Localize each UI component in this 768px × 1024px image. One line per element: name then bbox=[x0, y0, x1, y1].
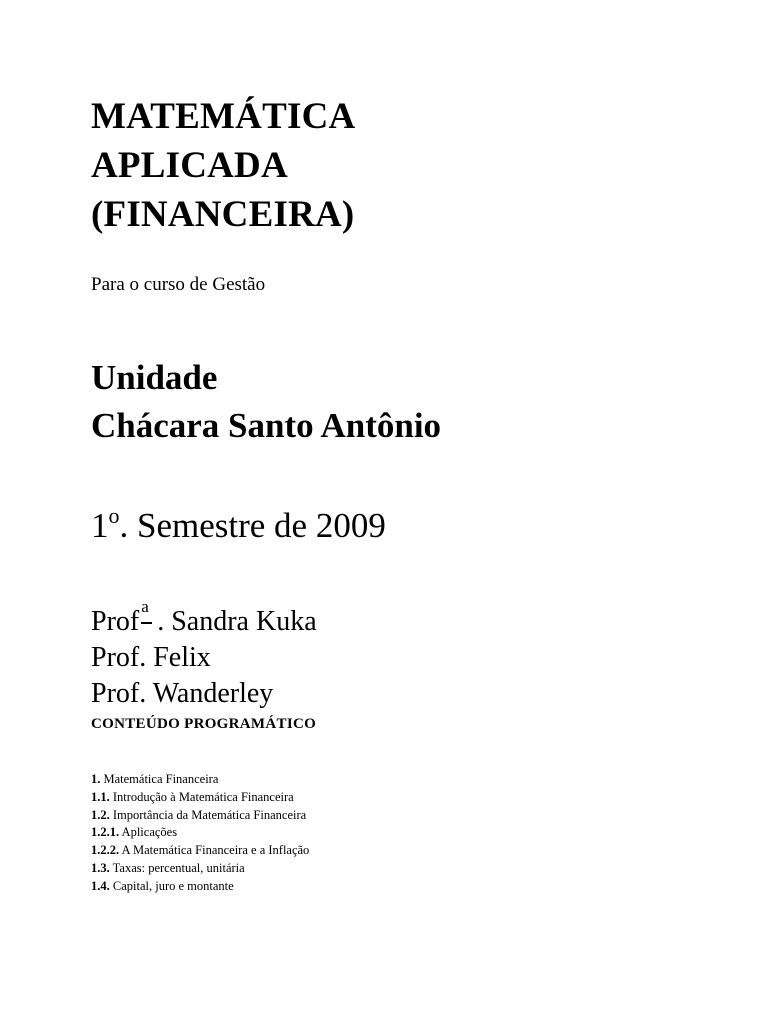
professor-item: Prof. Wanderley bbox=[91, 678, 274, 709]
syllabus-item bbox=[91, 789, 309, 807]
item-number: 1.2. bbox=[91, 807, 110, 822]
unit-name: Chácara Santo Antônio bbox=[91, 406, 442, 445]
syllabus-item bbox=[91, 860, 309, 878]
document-title bbox=[91, 92, 355, 239]
title-line: APLICADA bbox=[91, 145, 288, 186]
item-number: 1.1. bbox=[91, 789, 110, 804]
title-line: (FINANCEIRA) bbox=[91, 194, 355, 235]
item-text: Introdução à Matemática Financeira bbox=[109, 789, 294, 804]
item-number: 1.2.1. bbox=[91, 825, 120, 840]
ordinal-indicator bbox=[139, 597, 157, 630]
unit-heading bbox=[91, 354, 441, 450]
professors-list bbox=[91, 597, 317, 712]
unit-label: Unidade bbox=[91, 358, 218, 397]
item-text: Aplicações bbox=[119, 825, 178, 840]
title-line: MATEMÁTICA bbox=[91, 96, 356, 137]
item-number: 1. bbox=[91, 772, 101, 786]
course-subtitle: Para o curso de Gestão bbox=[91, 274, 266, 295]
item-number: 1.4. bbox=[91, 878, 110, 893]
item-text: Capital, juro e montante bbox=[109, 878, 234, 893]
syllabus-item bbox=[91, 771, 309, 789]
semester-ordinal: o bbox=[108, 503, 120, 528]
semester-text: . Semestre de 2009 bbox=[119, 506, 386, 545]
syllabus-item bbox=[91, 842, 309, 860]
professor-item bbox=[91, 597, 317, 640]
syllabus-list bbox=[91, 771, 309, 896]
professor-item: Prof. Felix bbox=[91, 642, 211, 673]
ordinal-underline bbox=[141, 622, 152, 624]
item-text: Taxas: percentual, unitária bbox=[109, 860, 245, 875]
item-text: Importância da Matemática Financeira bbox=[109, 807, 307, 822]
semester-number: 1 bbox=[91, 506, 109, 545]
syllabus-item bbox=[91, 824, 309, 842]
semester-line bbox=[91, 504, 386, 548]
item-number: 1.2.2. bbox=[91, 843, 120, 858]
professor-name: . Sandra Kuka bbox=[157, 606, 317, 637]
syllabus-item bbox=[91, 807, 309, 825]
item-number: 1.3. bbox=[91, 860, 110, 875]
item-text: Matemática Financeira bbox=[100, 772, 219, 786]
item-text: A Matemática Financeira e a Inflação bbox=[119, 843, 310, 858]
ordinal-letter: a bbox=[141, 597, 149, 616]
content-heading: CONTEÚDO PROGRAMÁTICO bbox=[91, 716, 317, 732]
professor-title: Prof bbox=[91, 606, 140, 637]
syllabus-item bbox=[91, 878, 309, 896]
